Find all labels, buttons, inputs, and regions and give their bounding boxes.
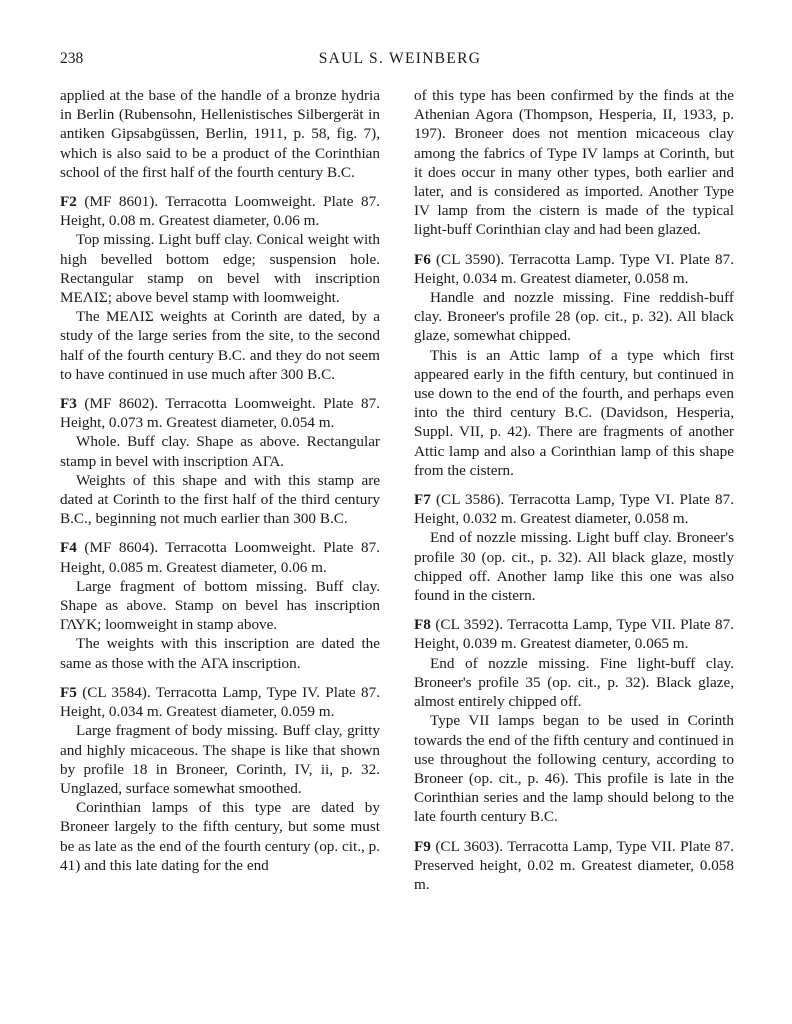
paragraph: applied at the base of the handle of a bronze hydria in Berlin (Rubensohn, Hellenistisches Silbergerät in antiken Gipsabgüssen, Berlin, 1911, p. 58, fig. 7), which is also said to be a product of the Corinthian school of the first half of the fourth century B.C. bbox=[60, 87, 380, 181]
paragraph: Large fragment of body missing. Buff clay, gritty and highly micaceous. The shape is like that shown by profile 18 in Broneer, Corinth, IV, ii, p. 32. Unglazed, surface somewhat smoothed. bbox=[60, 722, 380, 797]
catalogue-entry-heading bbox=[60, 192, 380, 230]
paragraph: End of nozzle missing. Light buff clay. Broneer's profile 30 (op. cit., p. 32). All black glaze, mostly chipped off. Another lamp like this one was also found in the cistern. bbox=[414, 529, 734, 605]
entry-description: (CL 3592). Terracotta Lamp, Type VII. Plate 87. Height, 0.039 m. Greatest diameter, 0.065 m. bbox=[414, 616, 735, 653]
paragraph: The ΜΕΛΙΣ weights at Corinth are dated, by a study of the large series from the site, to the second half of the fourth century B.C. and they do not seem to have continued in use much after 300 B.C. bbox=[60, 308, 380, 383]
catalogue-entry-heading bbox=[60, 394, 380, 432]
entry-id: F3 bbox=[60, 395, 77, 413]
entry-id: F6 bbox=[414, 250, 431, 268]
catalogue-entry-heading bbox=[414, 837, 734, 895]
paragraph: Top missing. Light buff clay. Conical weight with high bevelled bottom edge; suspension hole. Rectangular stamp on bevel with inscription ΜΕΛΙΣ; above bevel stamp with loomweight. bbox=[60, 231, 380, 307]
right-column bbox=[414, 86, 734, 894]
paragraph: Corinthian lamps of this type are dated by Broneer largely to the fifth century, but some must be as late as the end of the fourth century (op. cit., p. 41) and this late dating for the end bbox=[60, 799, 380, 874]
entry-id: F2 bbox=[60, 193, 77, 211]
entry-description: (MF 8602). Terracotta Loomweight. Plate 87. Height, 0.073 m. Greatest diameter, 0.054 m. bbox=[60, 395, 380, 432]
entry-id: F7 bbox=[414, 491, 431, 509]
entry-description: (CL 3603). Terracotta Lamp, Type VII. Plate 87. Preserved height, 0.02 m. Greatest diameter, 0.058 m. bbox=[414, 837, 735, 893]
paragraph: This is an Attic lamp of a type which first appeared early in the fifth century, but continued in use down to the end of the fourth, and perhaps even into the third century B.C. (Davidson, Hesperia, Suppl. VII, p. 42). There are fragments of another Attic lamp and also a Corinthian lamp of this shape from the cistern. bbox=[414, 346, 734, 479]
catalogue-entry-heading bbox=[60, 683, 380, 721]
running-title: SAUL S. WEINBERG bbox=[318, 50, 482, 67]
entry-id: F4 bbox=[60, 539, 77, 557]
catalogue-entry-heading bbox=[414, 615, 734, 653]
paragraph: Whole. Buff clay. Shape as above. Rectangular stamp in bevel with inscription ΑΓΑ. bbox=[60, 433, 380, 470]
entry-description: (CL 3586). Terracotta Lamp, Type VI. Plate 87. Height, 0.032 m. Greatest diameter, 0.058 m. bbox=[414, 491, 734, 528]
catalogue-entry-heading bbox=[414, 490, 734, 528]
catalogue-entry-heading bbox=[60, 538, 380, 576]
entry-id: F5 bbox=[60, 683, 77, 701]
paragraph: Weights of this shape and with this stamp are dated at Corinth to the first half of the third century B.C., beginning not much earlier than 300 B.C. bbox=[60, 471, 380, 528]
paragraph: Type VII lamps began to be used in Corinth towards the end of the fifth century and continued in use throughout the following century, according to Broneer (op. cit., p. 46). This profile is late in the Corinthian series and the lamp should belong to the late fourth century B.C. bbox=[414, 712, 734, 826]
entry-description: (CL 3584). Terracotta Lamp, Type IV. Plate 87. Height, 0.034 m. Greatest diameter, 0.059 m. bbox=[60, 683, 380, 721]
catalogue-entry-heading bbox=[414, 250, 734, 288]
paragraph: Handle and nozzle missing. Fine reddish-buff clay. Broneer's profile 28 (op. cit., p. 32). All black glaze, somewhat chipped. bbox=[414, 289, 734, 345]
paragraph: Large fragment of bottom missing. Buff clay. Shape as above. Stamp on bevel has inscription ΓΛΥΚ; loomweight in stamp above. bbox=[60, 577, 380, 634]
entry-description: (CL 3590). Terracotta Lamp. Type VI. Plate 87. Height, 0.034 m. Greatest diameter, 0.058 m. bbox=[414, 250, 734, 287]
paragraph: The weights with this inscription are dated the same as those with the ΑΓΑ inscription. bbox=[60, 635, 380, 672]
running-header bbox=[60, 50, 740, 74]
entry-description: (MF 8604). Terracotta Loomweight. Plate 87. Height, 0.085 m. Greatest diameter, 0.06 m. bbox=[60, 539, 380, 576]
page-number: 238 bbox=[60, 50, 84, 67]
entry-id: F9 bbox=[414, 837, 431, 855]
entry-id: F8 bbox=[414, 616, 431, 634]
entry-description: (MF 8601). Terracotta Loomweight. Plate 87. Height, 0.08 m. Greatest diameter, 0.06 m. bbox=[60, 193, 380, 230]
paragraph: of this type has been confirmed by the finds at the Athenian Agora (Thompson, Hesperia, II, 1933, p. 197). Broneer does not mention micaceous clay among the fabrics of Type IV lamps at Corinth, but it does occur in many other types, both earlier and later, and is considered as imported. Another Type IV lamp from the cistern is made of the typical light-buff Corinthian clay and had been glazed. bbox=[414, 87, 734, 239]
paragraph: End of nozzle missing. Fine light-buff clay. Broneer's profile 35 (op. cit., p. 32). Black glaze, almost entirely chipped off. bbox=[414, 654, 734, 711]
left-column bbox=[60, 86, 380, 875]
